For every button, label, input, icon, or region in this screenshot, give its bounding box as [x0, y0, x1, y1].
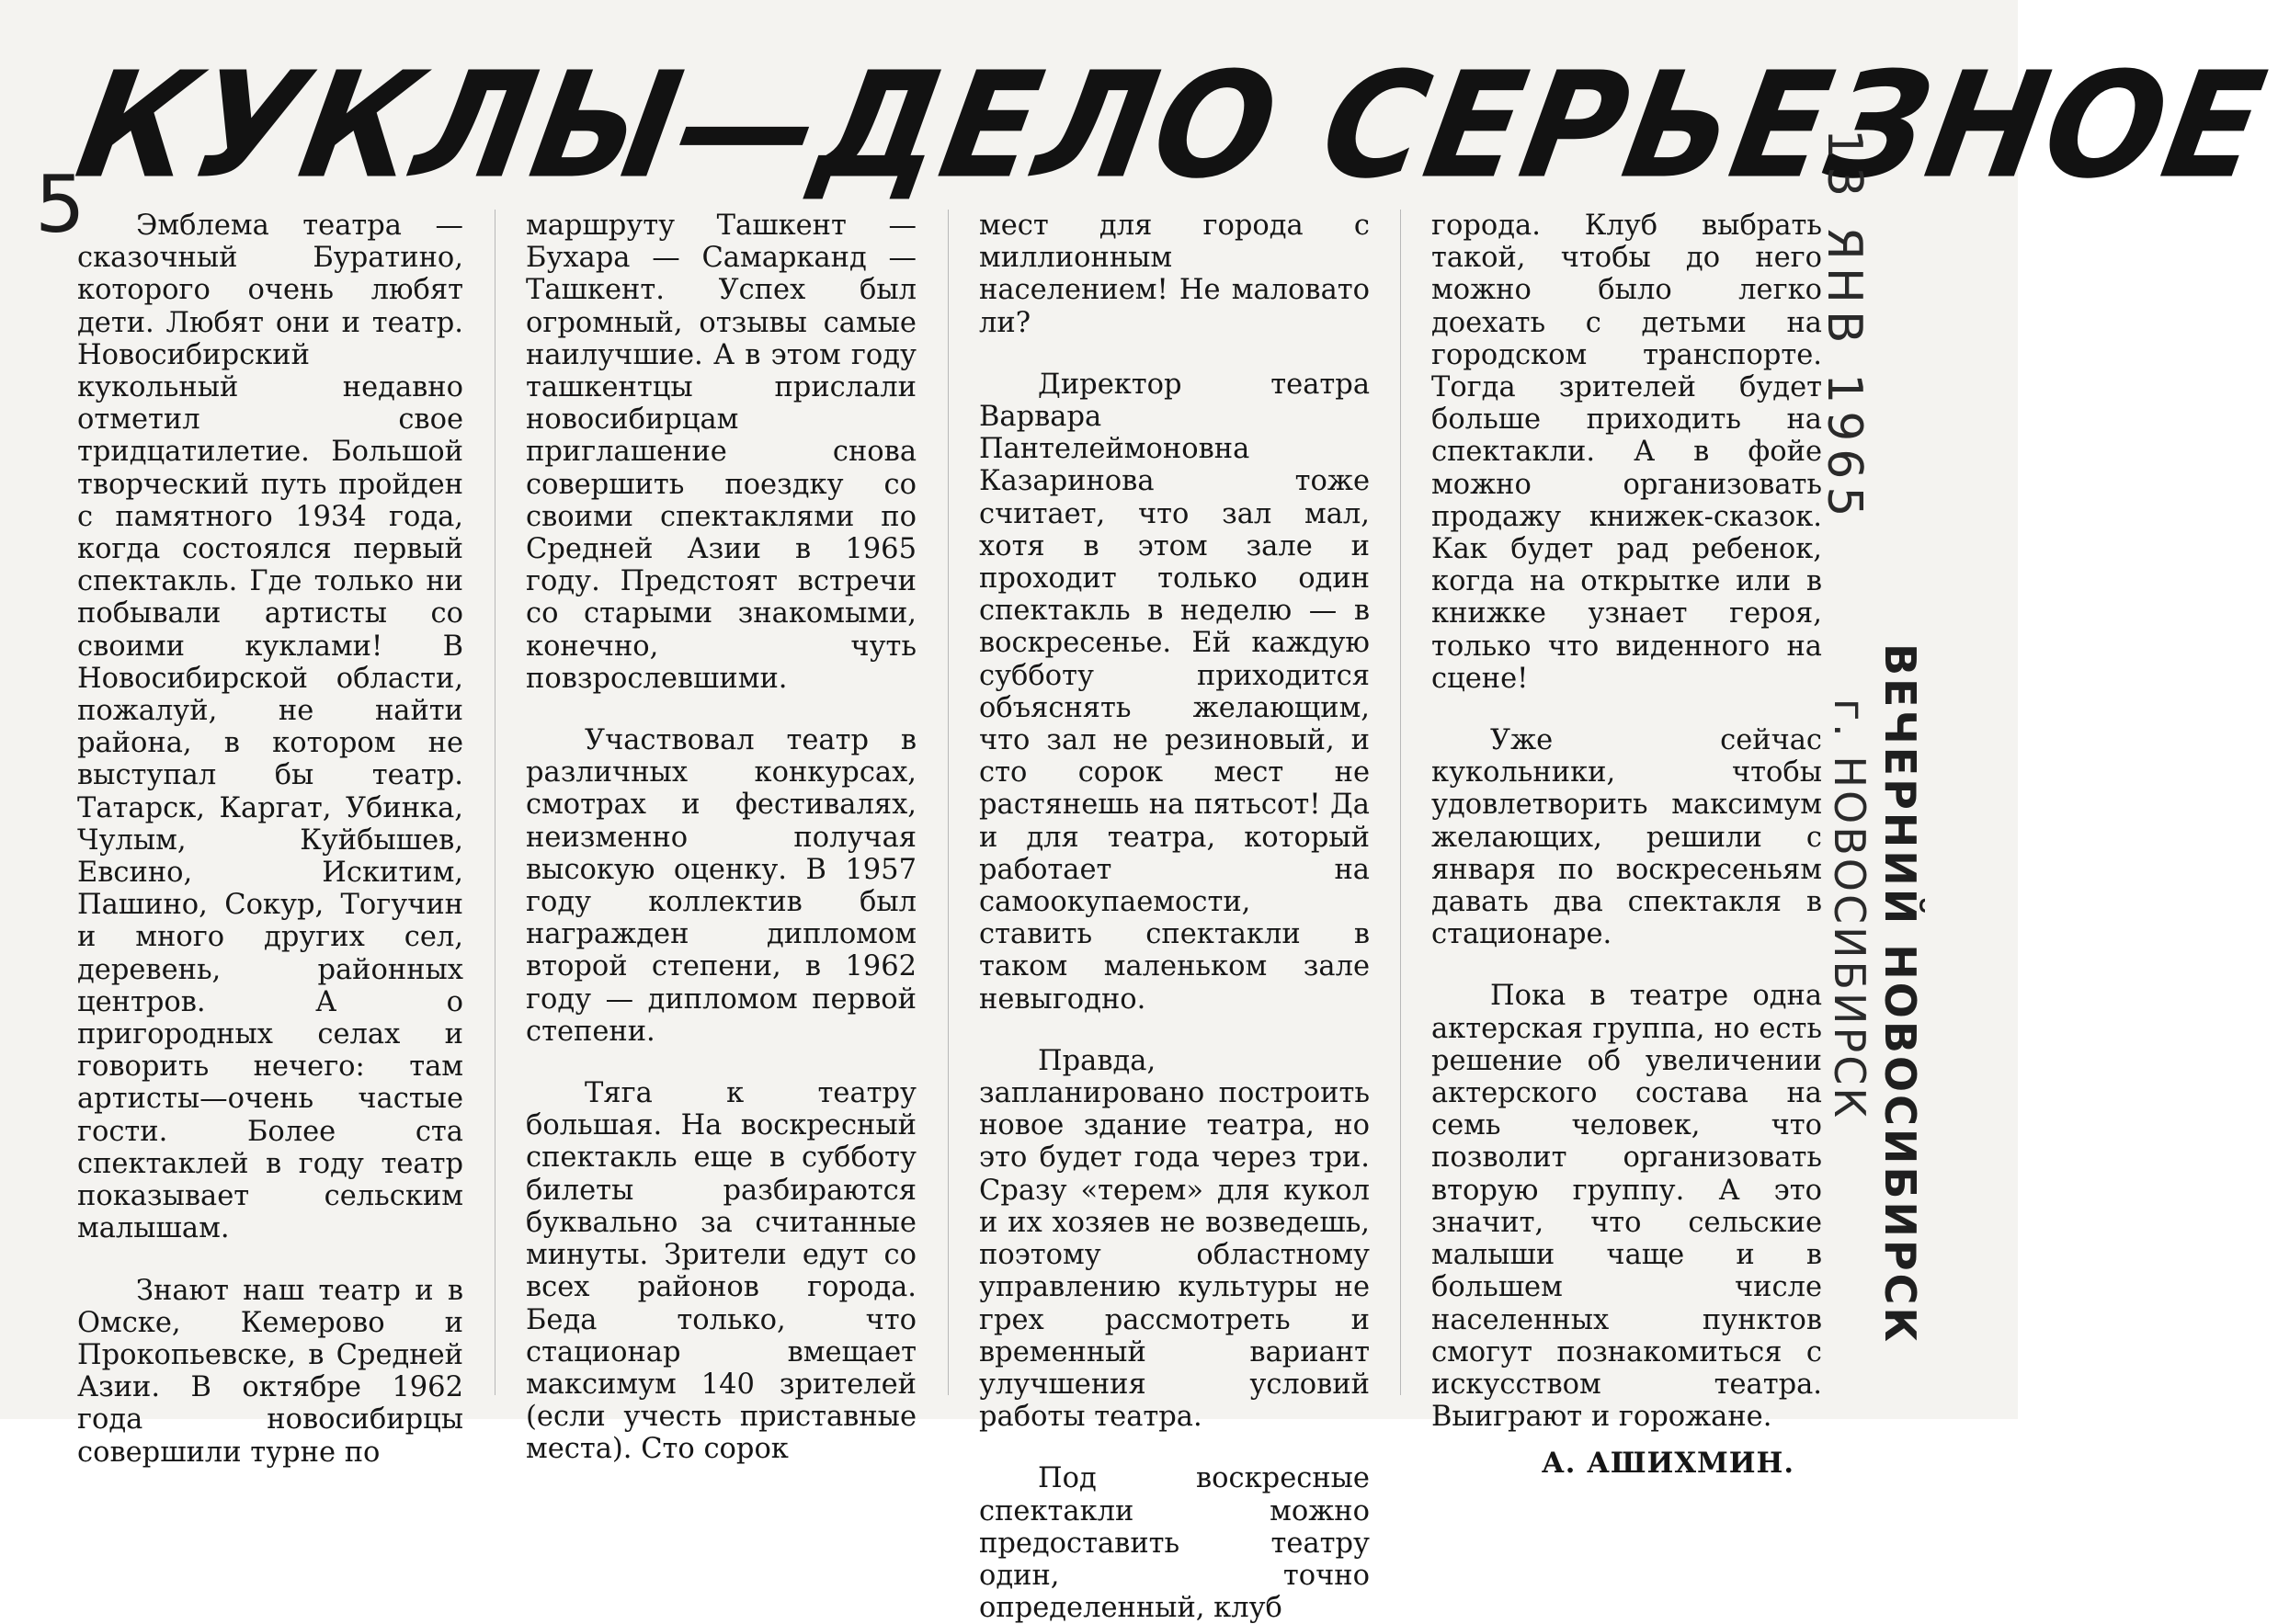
article-column-1 [77, 210, 463, 1469]
paragraph: города. Клуб выбрать такой, чтобы до него можно было легко доехать с детьми на городском транспорте. Тогда зрителей будет больше приходить на спектакли. А в фойе можно организовать продажу книжек-сказок. Как будет рад ребенок, когда на открытке или в книжке узнает героя, только что виденного на сцене! [1431, 210, 1822, 695]
city-stamp: г. НОВОСИБИРСК [1825, 698, 1874, 1120]
author-signature: А. АШИХМИН. [1541, 1447, 1794, 1481]
paragraph: маршруту Ташкент — Бухара — Самарканд — Ташкент. Успех был огромный, отзывы самые наилучшие. А в этом году ташкентцы прислали новосибирцам приглашение снова совершить поездку со своими спектаклями по Средней Азии в 1965 году. Предстоят встречи со старыми знакомыми, конечно, чуть повзрослевшими. [526, 210, 917, 695]
column-divider [1400, 210, 1401, 1395]
column-divider [948, 210, 949, 1395]
paragraph: Эмблема театра — сказочный Буратино, которого очень любят дети. Любят они и театр. Новосибирский кукольный недавно отметил свое тридцатилетие. Большой творческий путь пройден с памятного 1934 года, когда состоялся первый спектакль. Где только ни побывали артисты со своими куклами! В Новосибирской области, пожалуй, не найти района, в котором не выступал бы театр. Татарск, Каргат, Убинка, Чулым, Куйбышев, Евсино, Искитим, Пашино, Сокур, Тогучин и много других сел, деревень, районных центров. А о пригородных селах и говорить нечего: там артисты—очень частые гости. Более ста спектаклей в году театр показывает сельским малышам. [77, 210, 463, 1245]
paragraph: Директор театра Варвара Пантелеймоновна Казаринова тоже считает, что зал мал, хотя в этом зале и проходит только один спектакль в неделю — в воскресенье. Ей каждую субботу приходится объяснять желающим, что зал не резиновый, и сто сорок мест не растянешь на пятьсот! Да и для театра, который работает на самоокупаемости, ставить спектакли в таком маленьком зале невыгодно. [979, 368, 1370, 1016]
handwritten-margin-mark: 5 [35, 159, 85, 251]
paragraph: Под воскресные спектакли можно предоставить театру один, точно определенный, клуб [979, 1462, 1370, 1624]
paragraph: Правда, запланировано построить новое здание театра, но это будет года через три. Сразу «терем» для кукол и их хозяев не возведешь, поэтому областному управлению культуры не грех рассмотреть и временный вариант улучшения условий работы театра. [979, 1044, 1370, 1434]
newspaper-name-stamp: ВЕЧЕРНИЙ НОВОСИБИРСК [1875, 643, 1925, 1345]
paragraph: Тяга к театру большая. На воскресный спектакль еще в субботу билеты разбираются буквально за считанные минуты. Зрители едут со всех районов города. Беда только, что стационар вмещает максимум 140 зрителей (если учесть приставные места). Сто сорок [526, 1077, 917, 1466]
paragraph: Уже сейчас кукольники, чтобы удовлетворить максимум желающих, решили с января по воскресеньям давать два спектакля в стационаре. [1431, 724, 1822, 951]
paragraph: Участвовал театр в различных конкурсах, смотрах и фестивалях, неизменно получая высокую оценку. В 1957 году коллектив был награжден дипломом второй степени, в 1962 году — дипломом первой степени. [526, 724, 917, 1048]
paragraph: Знают наш театр и в Омске, Кемерово и Прокопьевске, в Средней Азии. В октябре 1962 года новосибирцы совершили турне по [77, 1274, 463, 1469]
paragraph: мест для города с миллионным населением! Не маловато ли? [979, 210, 1370, 339]
article-column-2 [526, 210, 917, 1466]
article-headline: КУКЛЫ—ДЕЛО СЕРЬЕЗНОЕ [65, 41, 2278, 211]
paragraph: Пока в театре одна актерская группа, но есть решение об увеличении актерского состава на семь человек, что позволит организовать вторую группу. А это значит, что сельские малыши чаще и в большем числе населенных пунктов смогут познакомиться с искусством театра. Выиграют и горожане. [1431, 980, 1822, 1434]
article-column-3 [979, 210, 1370, 1624]
date-stamp: 13 ЯНВ 1965 [1817, 129, 1872, 525]
article-column-4 [1431, 210, 1822, 1481]
